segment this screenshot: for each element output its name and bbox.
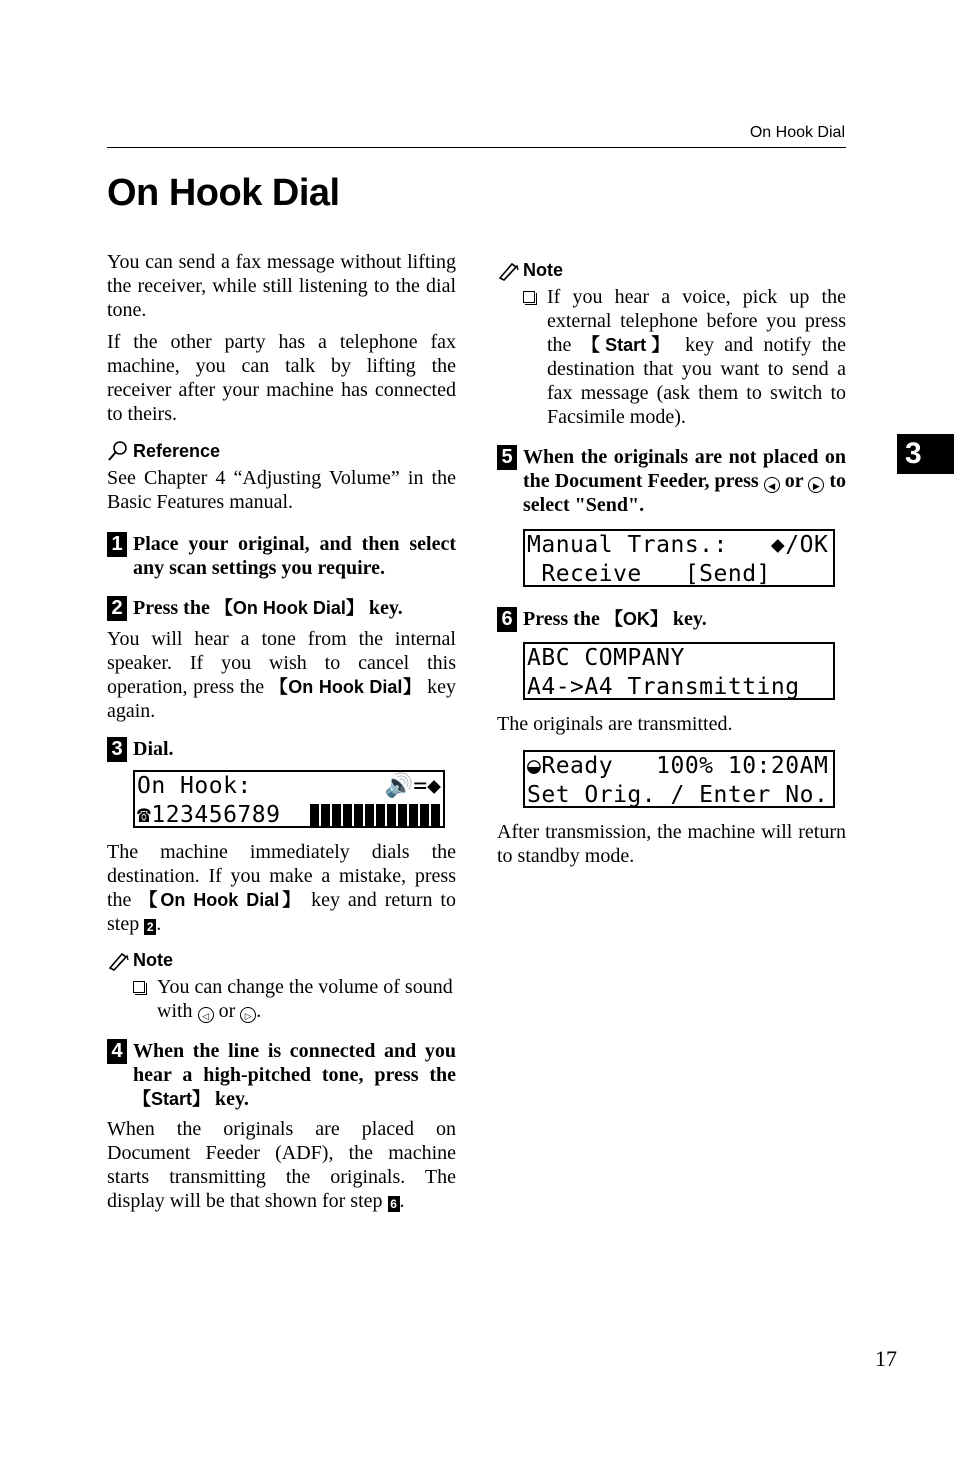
- page-number: 17: [875, 1346, 897, 1371]
- step-4-title: When the line is connected and you hear a high-pitched tone, press the 【Start】 key.: [133, 1040, 456, 1110]
- left-arrow-icon: ◀: [764, 477, 780, 493]
- step-number-1: 1: [107, 532, 127, 557]
- note-item-voice: If you hear a voice, pick up the external telephone before you press the 【Start】 key and notify the destination that you want to send a fax message (ask them to switch to Facsimile mode).: [523, 285, 846, 429]
- lcd-fill-blocks: [308, 804, 440, 827]
- checkbox-icon: [523, 291, 535, 303]
- left-column: [107, 250, 456, 1221]
- note-item-volume: You can change the volume of sound with ◁ or ▷ .: [133, 975, 456, 1023]
- page-title: On Hook Dial: [107, 172, 340, 214]
- step-6-title: Press the 【OK】 key.: [523, 608, 707, 630]
- step-6-body-1: The originals are transmitted.: [497, 713, 733, 735]
- step-number-2: 2: [107, 596, 127, 621]
- step-6-body-2: After transmission, the machine will return to standby mode.: [497, 821, 846, 867]
- start-key: 【Start】: [133, 1089, 211, 1109]
- step-2: [107, 596, 456, 621]
- step-3-body: The machine immediately dials the destination. If you make a mistake, press the 【On Hook Dial】 key and return to step 2 .: [107, 841, 456, 935]
- step-2-body: You will hear a tone from the internal speaker. If you wish to cancel this operation, press the 【On Hook Dial】 key again.: [107, 628, 456, 722]
- step-number-4: 4: [107, 1039, 127, 1064]
- reference-text: See Chapter 4 “Adjusting Volume” in the Basic Features manual.: [107, 467, 456, 513]
- right-arrow-icon: ▷: [240, 1007, 256, 1023]
- on-hook-dial-key: 【On Hook Dial】: [139, 890, 304, 910]
- lcd-display-manual-trans: [523, 529, 835, 587]
- lcd-line-2: ☎123456789: [137, 802, 281, 828]
- right-column: [497, 260, 846, 876]
- step-5-title: When the originals are not placed on the Document Feeder, press ◀ or ▶ to select "Send".: [523, 446, 846, 516]
- step-1-title: Place your original, and then select any scan settings you require.: [133, 533, 456, 579]
- reference-heading-label: Reference: [133, 440, 221, 461]
- note-heading-right: Note: [497, 260, 846, 281]
- lcd-line-2: Receive [Send]: [527, 561, 771, 587]
- lcd-line-1: ◒Ready 100% 10:20AM: [527, 753, 829, 779]
- pencil-icon: [107, 951, 129, 971]
- step-1: [107, 532, 456, 580]
- step-3-title: Dial.: [133, 738, 174, 760]
- step-ref-6: 6: [388, 1196, 400, 1212]
- on-hook-dial-key: 【On Hook Dial】: [269, 677, 422, 697]
- magnifier-icon: [107, 440, 129, 462]
- running-header: On Hook Dial: [749, 124, 845, 141]
- on-hook-dial-key: 【On Hook Dial】: [214, 598, 364, 618]
- start-key: 【Start】: [581, 335, 675, 355]
- step-ref-2: 2: [144, 919, 156, 935]
- step-4-body: When the originals are placed on Document Feeder (ADF), the machine starts transmitting the originals. The display will be that shown for step 6 .: [107, 1118, 456, 1212]
- intro-paragraph-2: If the other party has a telephone fax machine, you can talk by lifting the receiver after your machine has connected to theirs.: [107, 331, 456, 425]
- lcd-display-on-hook: [133, 770, 445, 828]
- lcd-line-2: Set Orig. / Enter No.: [527, 782, 829, 808]
- chapter-tab: 3: [897, 434, 954, 474]
- step-5: [497, 445, 846, 517]
- step-4: [107, 1039, 456, 1111]
- speaker-volume-icon: 🔊=◆: [384, 773, 441, 799]
- step-number-6: 6: [497, 607, 517, 632]
- checkbox-icon: [133, 981, 145, 993]
- left-arrow-icon: ◁: [198, 1007, 214, 1023]
- note-heading-left: Note: [107, 950, 456, 971]
- intro-paragraph-1: You can send a fax message without lifting the receiver, while still listening to the dial tone.: [107, 251, 456, 321]
- lcd-display-ready: [523, 750, 835, 808]
- step-number-5: 5: [497, 445, 517, 470]
- lcd-display-transmitting: [523, 642, 835, 700]
- ok-key: 【OK】: [604, 609, 668, 629]
- step-6: [497, 607, 846, 632]
- step-3: [107, 737, 456, 762]
- lcd-line-1: On Hook:: [137, 773, 252, 799]
- lcd-line-1: Manual Trans.: ◆/OK: [527, 532, 829, 558]
- lcd-line-2: A4->A4 Transmitting: [527, 674, 800, 700]
- header-rule: [107, 147, 846, 148]
- reference-heading: [107, 440, 456, 462]
- step-2-title: Press the 【On Hook Dial】 key.: [133, 597, 403, 619]
- right-arrow-icon: ▶: [808, 477, 824, 493]
- pencil-icon: [497, 261, 519, 281]
- step-number-3: 3: [107, 737, 127, 762]
- lcd-line-1: ABC COMPANY: [527, 645, 685, 671]
